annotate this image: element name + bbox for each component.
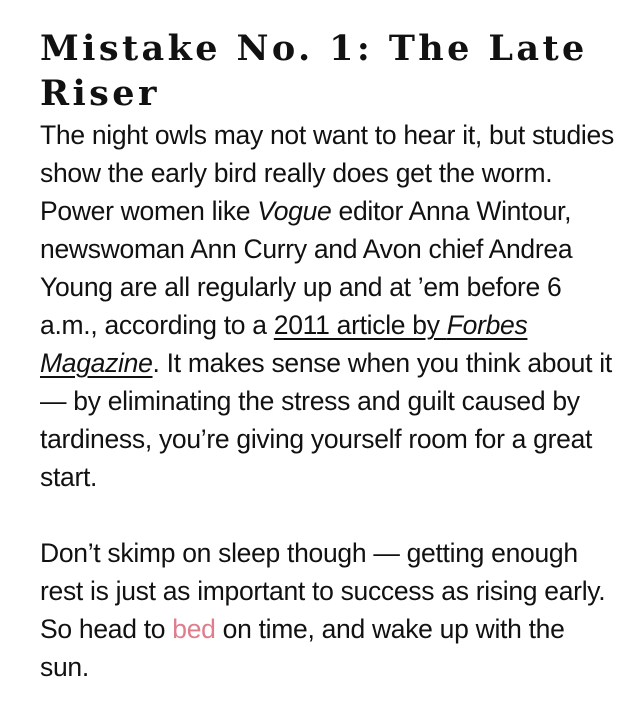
paragraph-1-text-a: The night owls may not want to hear it, but studies show the early bird really does get the worm. Power women like	[40, 120, 614, 226]
article-body	[40, 26, 620, 686]
paragraph-2-text-b: on time, and wake up with the sun.	[40, 614, 565, 682]
paragraph-2	[40, 534, 620, 686]
article-heading: Mistake No. 1: The Late Riser	[40, 28, 588, 114]
paragraph-1	[40, 116, 620, 496]
forbes-link-prefix: 2011 article by	[273, 310, 447, 340]
paragraph-2-text-a: Don’t skimp on sleep though — getting enough rest is just as important to success as rising early. So head to	[40, 538, 606, 644]
forbes-link-italic: Forbes Magazine	[40, 310, 528, 378]
bed-link[interactable]: bed	[172, 614, 216, 644]
paragraph-1-text-b: editor Anna Wintour, newswoman Ann Curry and Avon chief Andrea Young are all regularly up and at ’em before 6 a.m., according to a	[40, 196, 573, 340]
paragraph-1-text-c: . It makes sense when you think about it — by eliminating the stress and guilt caused by tardiness, you’re giving yourself room for a great start.	[40, 348, 612, 492]
vogue-title: Vogue	[257, 196, 332, 226]
